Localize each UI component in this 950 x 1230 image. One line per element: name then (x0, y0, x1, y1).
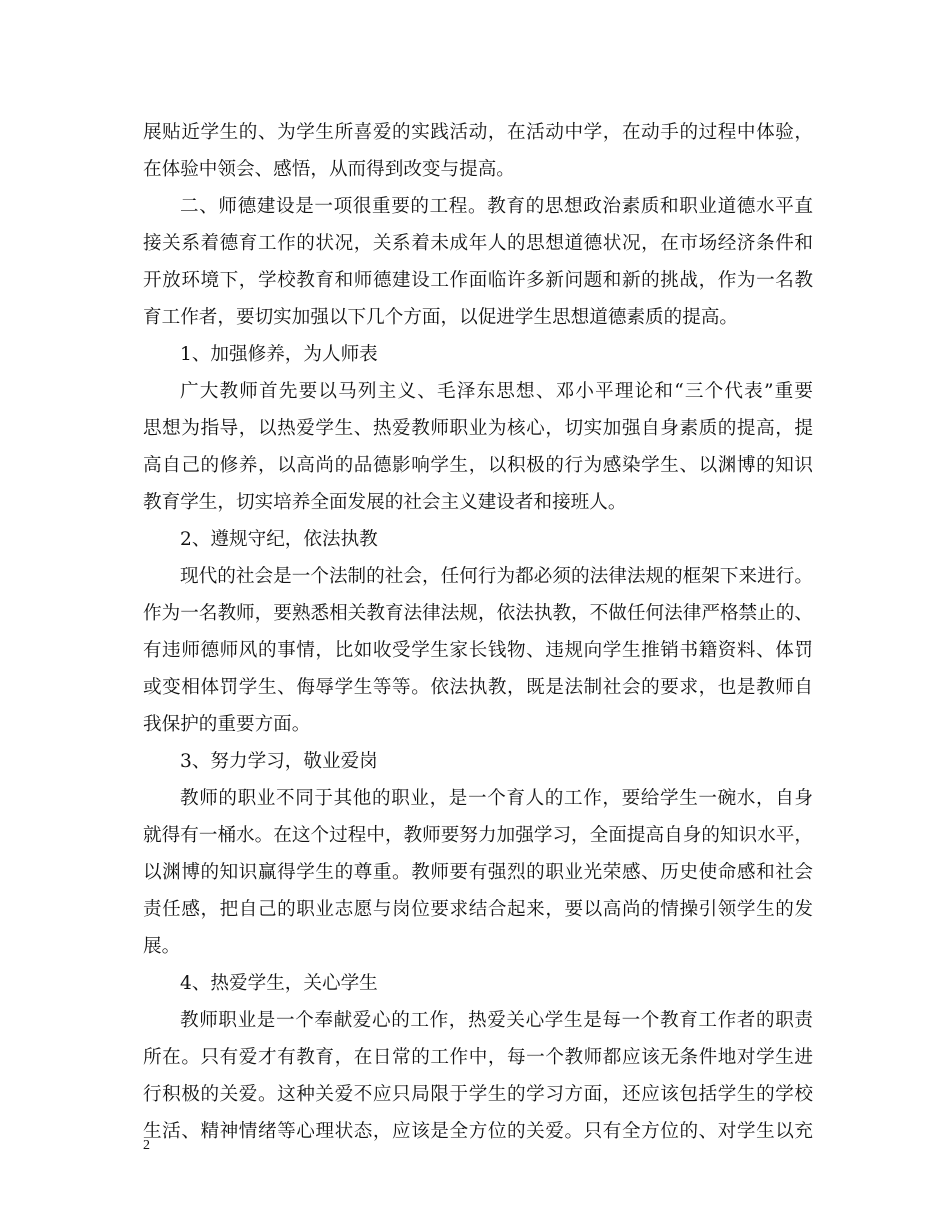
text-line: 接关系着德育工作的状况，关系着未成年人的思想道德状况，在市场经济条件和 (143, 233, 813, 254)
text-line: 教育学生，切实培养全面发展的社会主义建设者和接班人。 (143, 492, 627, 513)
text-line: 4、热爱学生，关心学生 (180, 973, 378, 994)
page-number: 2 (143, 1138, 150, 1153)
text-line: 广大教师首先要以马列主义、毛泽东思想、邓小平理论和“三个代表”重要 (180, 381, 813, 402)
text-line: 行积极的关爱。这种关爱不应只局限于学生的学习方面，还应该包括学生的学校 (143, 1084, 813, 1105)
text-line: 二、师德建设是一项很重要的工程。教育的思想政治素质和职业道德水平直 (180, 196, 813, 217)
text-line: 开放环境下，学校教育和师德建设工作面临许多新问题和新的挑战，作为一名教 (143, 270, 813, 291)
text-line: 教师职业是一个奉献爱心的工作，热爱关心学生是每一个教育工作者的职责 (180, 1010, 813, 1031)
text-line: 现代的社会是一个法制的社会，任何行为都必须的法律法规的框架下来进行。 (180, 566, 813, 587)
text-line: 有违师德师风的事情，比如收受学生家长钱物、违规向学生推销书籍资料、体罚 (143, 640, 813, 661)
text-line: 思想为指导，以热爱学生、热爱教师职业为核心，切实加强自身素质的提高，提 (143, 418, 813, 439)
text-line: 以渊博的知识赢得学生的尊重。教师要有强烈的职业光荣感、历史使命感和社会 (143, 862, 813, 883)
text-line: 在体验中领会、感悟，从而得到改变与提高。 (143, 159, 515, 180)
text-line: 生活、精神情绪等心理状态，应该是全方位的关爱。只有全方位的、对学生以充 (143, 1121, 813, 1142)
body-text (143, 114, 813, 1150)
text-line: 1、加强修养，为人师表 (180, 344, 378, 365)
text-line: 2、遵规守纪，依法执教 (180, 529, 378, 550)
text-line: 我保护的重要方面。 (143, 714, 311, 735)
text-line: 就得有一桶水。在这个过程中，教师要努力加强学习，全面提高自身的知识水平， (143, 825, 813, 846)
text-line: 高自己的修养，以高尚的品德影响学生，以积极的行为感染学生、以渊博的知识 (143, 455, 813, 476)
text-line: 或变相体罚学生、侮辱学生等等。依法执教，既是法制社会的要求，也是教师自 (143, 677, 813, 698)
text-line: 展。 (143, 936, 181, 957)
text-line: 教师的职业不同于其他的职业，是一个育人的工作，要给学生一碗水，自身 (180, 788, 813, 809)
text-line: 作为一名教师，要熟悉相关教育法律法规，依法执教，不做任何法律严格禁止的、 (143, 603, 813, 624)
text-line: 责任感，把自己的职业志愿与岗位要求结合起来，要以高尚的情操引领学生的发 (143, 899, 813, 920)
text-line: 育工作者，要切实加强以下几个方面，以促进学生思想道德素质的提高。 (143, 307, 739, 328)
text-line: 展贴近学生的、为学生所喜爱的实践活动，在活动中学，在动手的过程中体验， (143, 122, 813, 143)
text-line: 所在。只有爱才有教育，在日常的工作中，每一个教师都应该无条件地对学生进 (143, 1047, 813, 1068)
text-line: 3、努力学习，敬业爱岗 (180, 751, 378, 772)
